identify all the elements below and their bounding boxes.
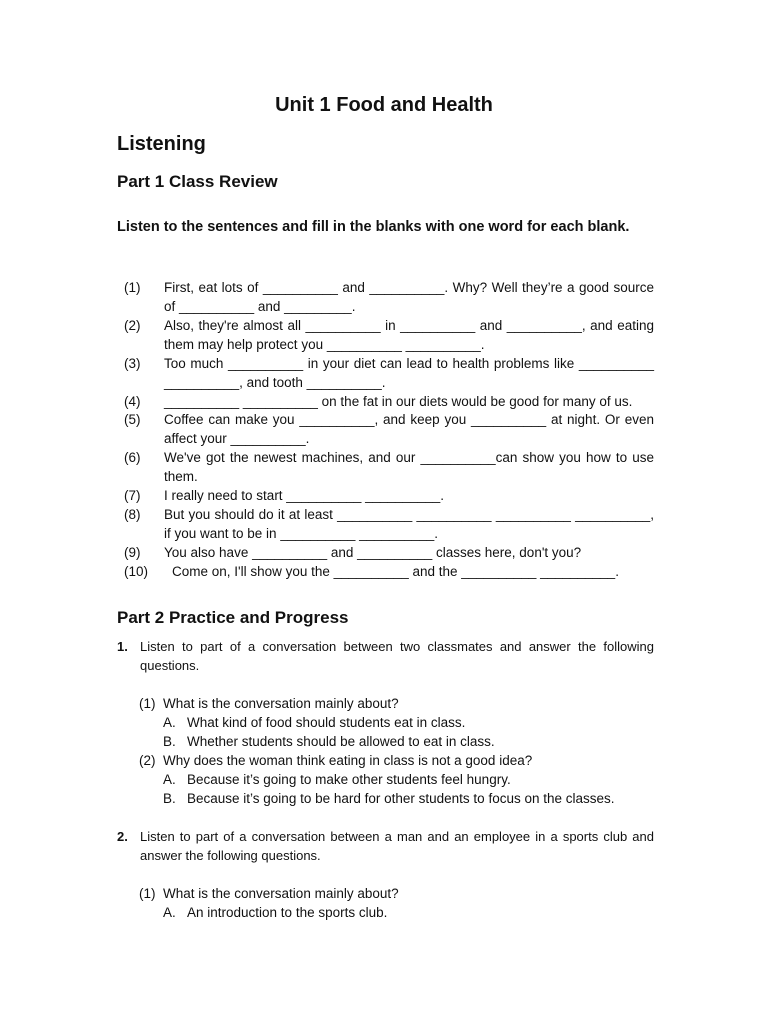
question <box>139 694 659 713</box>
item-number: (9) <box>124 545 141 560</box>
page-title: Unit 1 Food and Health <box>275 94 493 116</box>
question-number: (1) <box>139 886 156 901</box>
part1-heading: Part 1 Class Review <box>117 172 278 191</box>
fill-in-item <box>124 278 654 316</box>
fill-in-item <box>124 392 654 411</box>
part2-heading: Part 2 Practice and Progress <box>117 608 349 627</box>
question <box>139 884 659 903</box>
item-text: Coffee can make you __________, and keep you __________ at night. Or even affect your __________. <box>164 412 654 446</box>
option-letter: B. <box>163 734 176 749</box>
option-text: Because it’s going to be hard for other students to focus on the classes. <box>187 791 615 806</box>
fill-in-item <box>124 448 654 486</box>
question-text: What is the conversation mainly about? <box>163 886 399 901</box>
part1-instruction: Listen to the sentences and fill in the blanks with one word for each blank. <box>117 219 630 235</box>
item-text: First, eat lots of __________ and __________. Why? Well they’re a good source of __________ and _________. <box>164 280 654 314</box>
item-number: (6) <box>124 450 141 465</box>
question-number: (2) <box>139 753 156 768</box>
answer-option <box>163 770 663 789</box>
fill-in-item <box>124 505 654 543</box>
fill-in-item <box>124 562 654 581</box>
task-number: 2. <box>117 829 128 844</box>
item-text: But you should do it at least __________ __________ __________ __________, if you want to be in __________ __________. <box>164 507 654 541</box>
fill-in-item <box>124 316 654 354</box>
task-2 <box>117 827 654 865</box>
item-number: (10) <box>124 564 149 579</box>
fill-in-item <box>124 486 654 505</box>
option-text: Whether students should be allowed to eat in class. <box>187 734 495 749</box>
option-letter: A. <box>163 905 176 920</box>
item-text: I really need to start __________ __________. <box>164 488 444 503</box>
question-text: What is the conversation mainly about? <box>163 696 399 711</box>
question-number: (1) <box>139 696 156 711</box>
item-number: (3) <box>124 356 141 371</box>
item-text: You also have __________ and __________ classes here, don't you? <box>164 545 582 560</box>
task-1 <box>117 637 654 675</box>
answer-option <box>163 789 663 808</box>
question <box>139 751 659 770</box>
fill-in-item <box>124 354 654 392</box>
item-number: (7) <box>124 488 141 503</box>
item-text: We've got the newest machines, and our __________can show you how to use them. <box>164 450 654 484</box>
task-instruction: Listen to part of a conversation between a man and an employee in a sports club and answer the following questions. <box>140 829 654 863</box>
option-text: What kind of food should students eat in class. <box>187 715 466 730</box>
item-number: (2) <box>124 318 141 333</box>
item-number: (5) <box>124 412 141 427</box>
item-text: __________ __________ on the fat in our diets would be good for many of us. <box>164 394 633 409</box>
item-text: Come on, I'll show you the __________ and the __________ __________. <box>172 564 619 579</box>
task-number: 1. <box>117 639 128 654</box>
task-instruction: Listen to part of a conversation between two classmates and answer the following questions. <box>140 639 654 673</box>
answer-option <box>163 903 663 922</box>
item-number: (1) <box>124 280 141 295</box>
option-text: Because it’s going to make other students feel hungry. <box>187 772 511 787</box>
option-letter: A. <box>163 715 176 730</box>
answer-option <box>163 713 663 732</box>
item-number: (4) <box>124 394 141 409</box>
fill-in-item <box>124 543 654 562</box>
item-number: (8) <box>124 507 141 522</box>
section-heading: Listening <box>117 133 206 155</box>
answer-option <box>163 732 663 751</box>
option-text: An introduction to the sports club. <box>187 905 388 920</box>
item-text: Also, they're almost all __________ in __________ and __________, and eating them may help protect you __________ __________. <box>164 318 654 352</box>
option-letter: B. <box>163 791 176 806</box>
item-text: Too much __________ in your diet can lead to health problems like __________ __________, and tooth __________. <box>164 356 654 390</box>
question-text: Why does the woman think eating in class is not a good idea? <box>163 753 533 768</box>
option-letter: A. <box>163 772 176 787</box>
fill-in-item <box>124 410 654 448</box>
